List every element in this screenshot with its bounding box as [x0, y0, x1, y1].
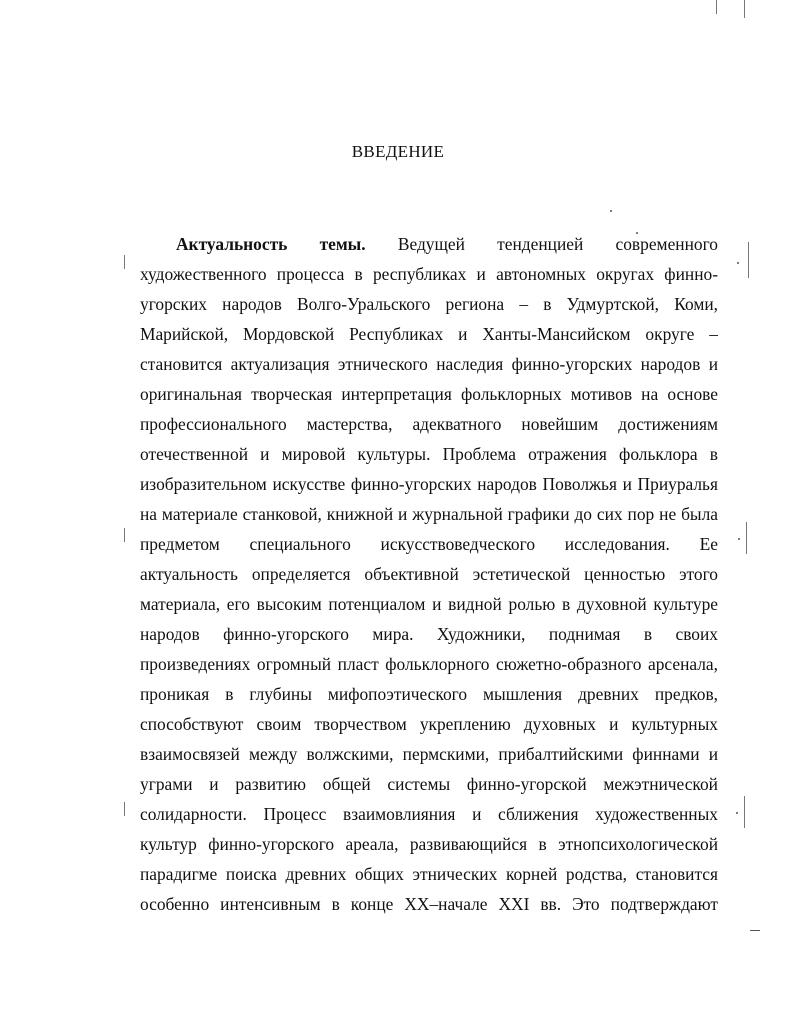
- text-line: парадигме поиска древних общих этнических корней родства, становится: [140, 864, 718, 884]
- text-line: угорских народов Волго-Уральского региона – в Удмуртской, Коми,: [140, 294, 718, 314]
- text-line: [140, 229, 718, 259]
- text-line-content: Ведущей тенденцией современного: [397, 234, 718, 254]
- text-line: отечественной и мировой культуры. Проблема отражения фольклора в: [140, 444, 718, 464]
- bold-lead: Актуальность темы.: [176, 234, 366, 254]
- text-line: Марийской, Мордовской Республиках и Ханты-Мансийском округе –: [140, 324, 718, 344]
- scan-mark: [744, 0, 745, 18]
- text-line: особенно интенсивным в конце XX–начале XXI вв. Это подтверждают: [140, 894, 718, 914]
- scan-mark: [746, 522, 747, 554]
- text-line: народов финно-угорского мира. Художники, поднимая в своих: [140, 624, 718, 644]
- text-line: профессионального мастерства, адекватного новейшим достижениям: [140, 414, 718, 434]
- scan-mark: [610, 210, 612, 212]
- text-line: материала, его высоким потенциалом и видной ролью в духовной культуре: [140, 594, 718, 614]
- scan-mark: [124, 802, 125, 816]
- text-line: произведениях огромный пласт фольклорного сюжетно-образного арсенала,: [140, 654, 718, 674]
- scan-mark: [738, 538, 740, 540]
- section-heading: ВВЕДЕНИЕ: [351, 142, 445, 161]
- text-line: проникая в глубины мифопоэтического мышления древних предков,: [140, 684, 718, 704]
- text-line: изобразительном искусстве финно-угорских народов Поволжья и Приуралья: [140, 474, 718, 494]
- scan-mark: [736, 812, 738, 814]
- text-line: солидарности. Процесс взаимовлияния и сближения художественных: [140, 804, 718, 824]
- text-line: взаимосвязей между волжскими, пермскими, прибалтийскими финнами и: [140, 744, 718, 764]
- scan-mark: [737, 262, 739, 264]
- text-line: уграми и развитию общей системы финно-угорской межэтнической: [140, 774, 718, 794]
- scan-mark: [744, 796, 745, 828]
- scan-mark: [124, 255, 125, 269]
- text-line: становится актуализация этнического наследия финно-угорских народов и: [140, 354, 718, 374]
- text-line: художественного процесса в республиках и автономных округах финно-: [140, 264, 718, 284]
- scan-mark: [716, 0, 717, 14]
- text-line: актуальность определяется объективной эстетической ценностью этого: [140, 564, 718, 584]
- scan-mark: [750, 930, 760, 931]
- text-line: оригинальная творческая интерпретация фольклорных мотивов на основе: [140, 384, 718, 404]
- scan-mark: [748, 242, 749, 278]
- text-line: способствуют своим творчеством укреплению духовных и культурных: [140, 714, 718, 734]
- scan-mark: [124, 528, 125, 542]
- text-line: предметом специального искусствоведческого исследования. Ее: [140, 534, 718, 554]
- body-text: [140, 229, 718, 919]
- text-line: культур финно-угорского ареала, развивающийся в этнопсихологической: [140, 834, 718, 854]
- text-line: на материале станковой, книжной и журнальной графики до сих пор не была: [140, 504, 718, 524]
- scan-mark: [636, 232, 638, 234]
